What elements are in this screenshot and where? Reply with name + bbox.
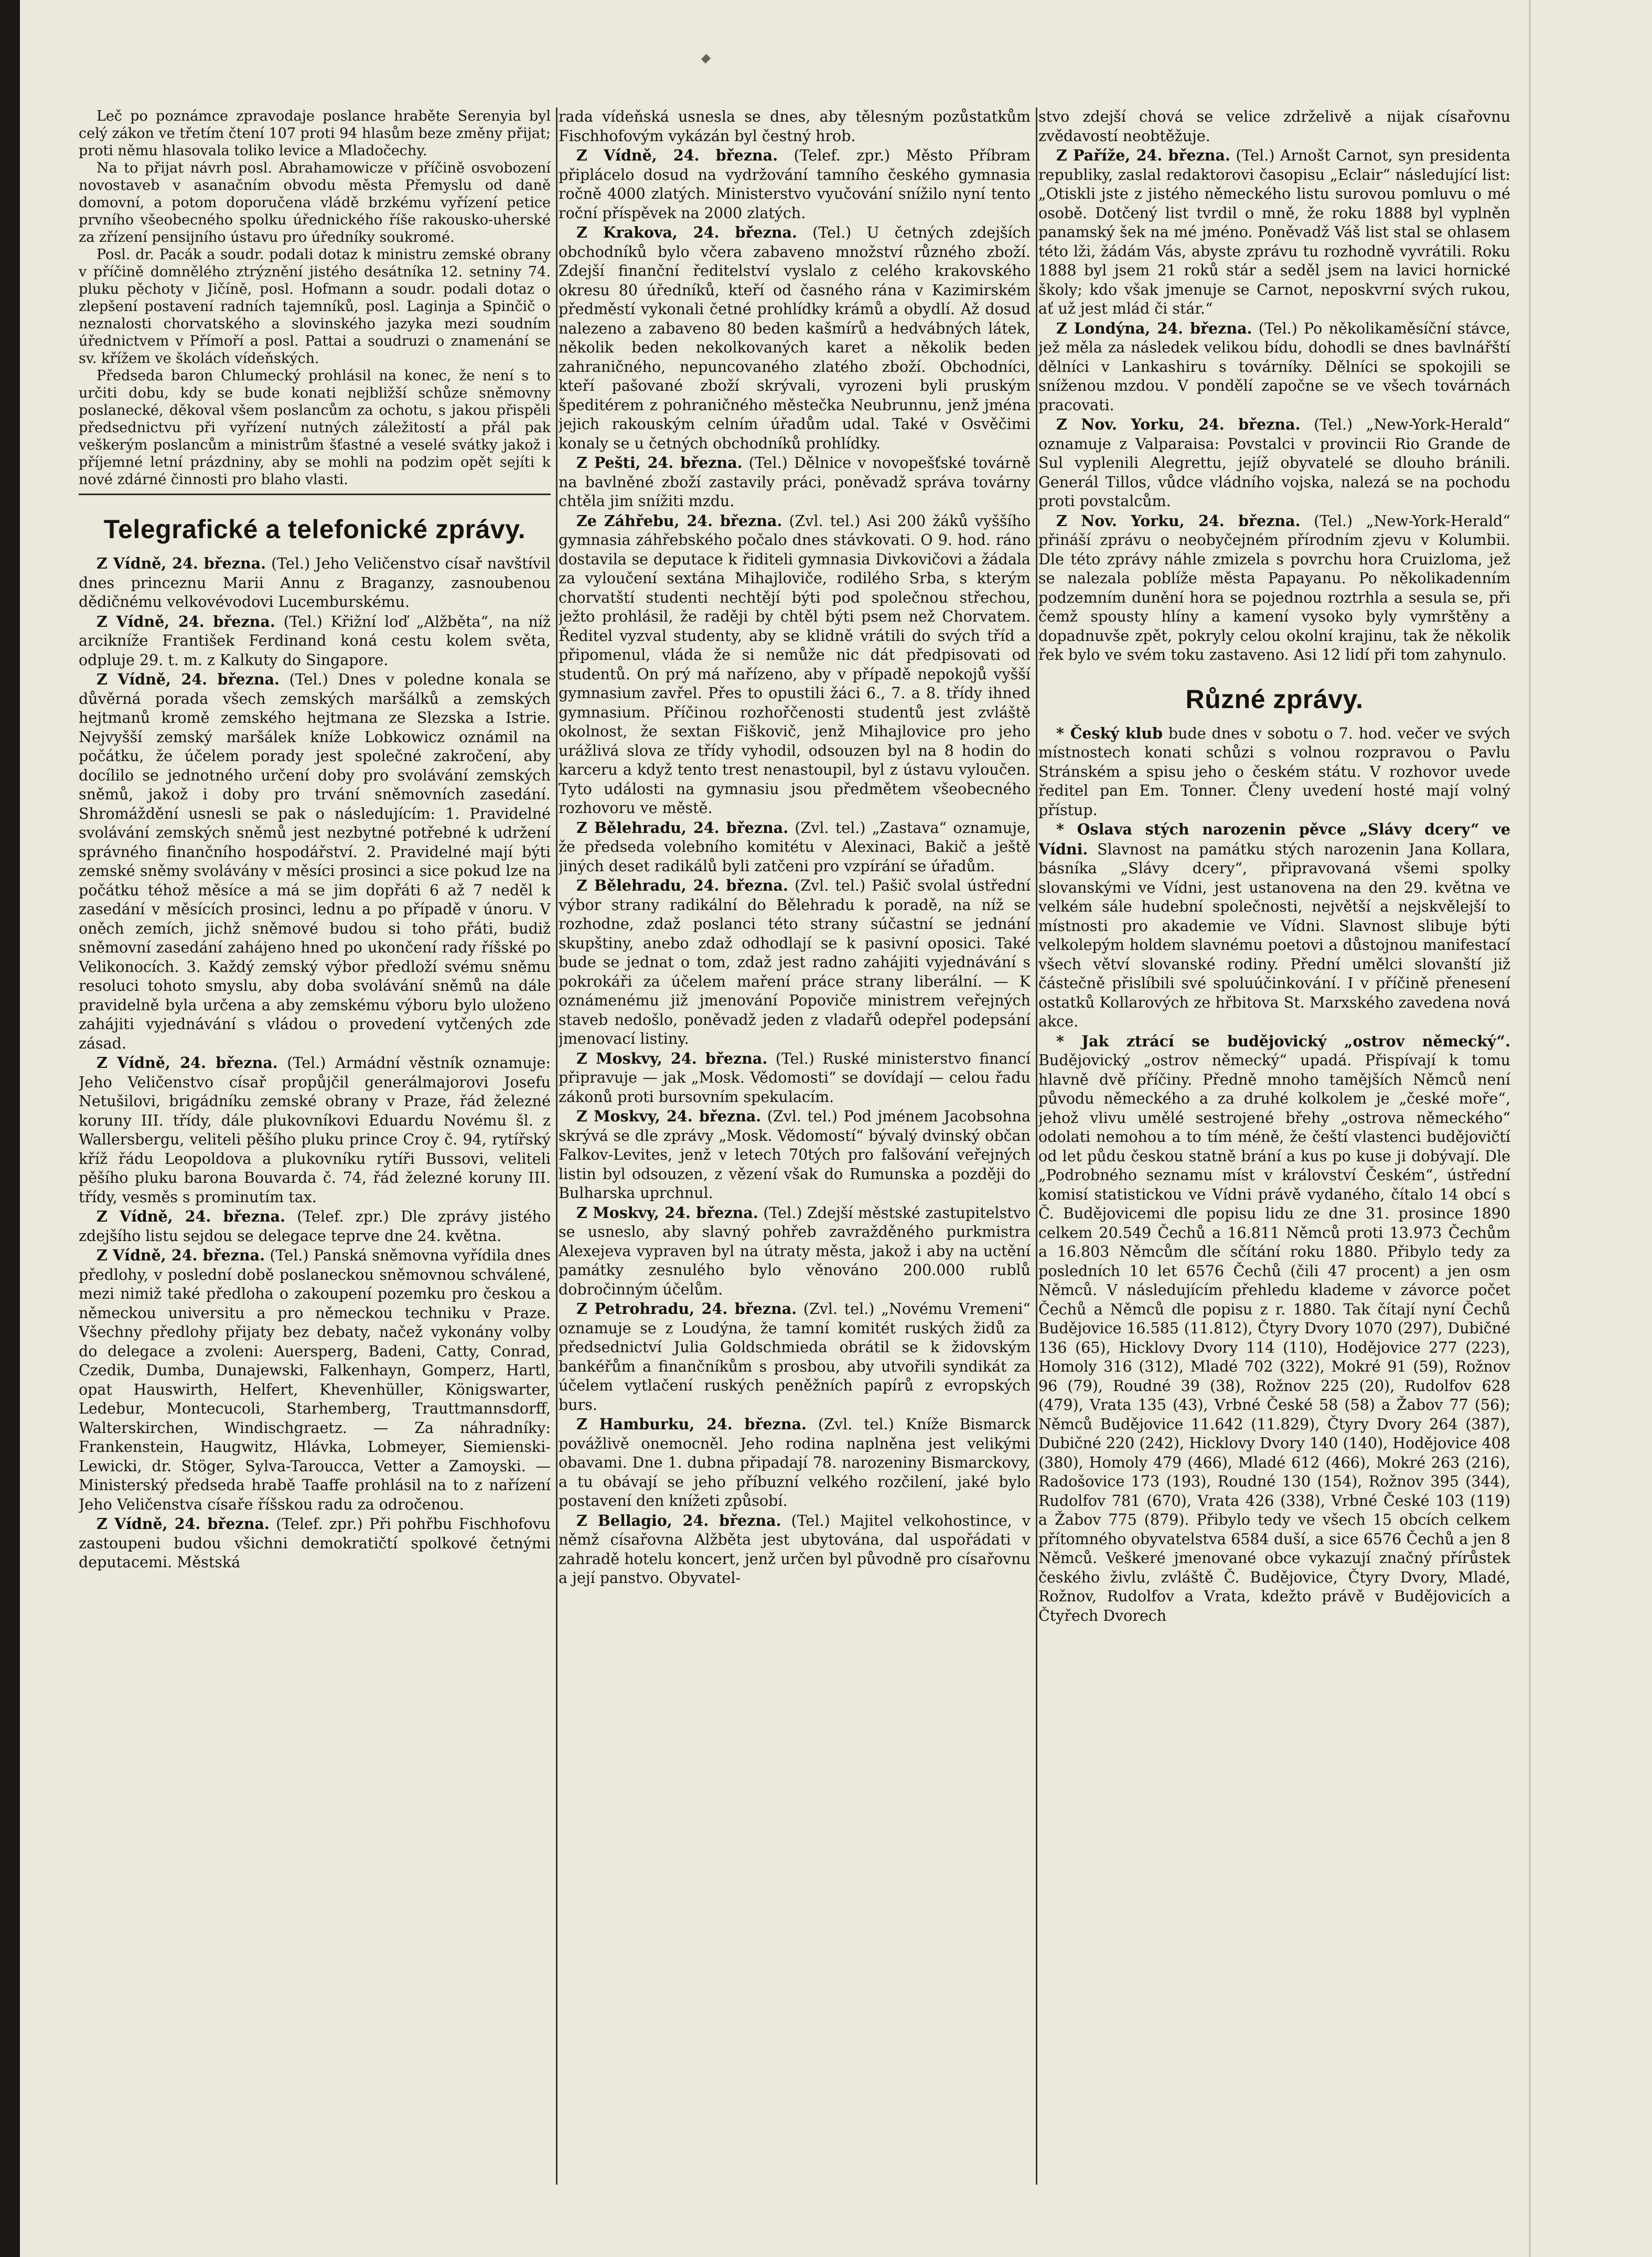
news-item <box>559 223 1031 453</box>
news-item <box>559 146 1031 223</box>
misc-item-heading: * Oslava stých narozenin pěvce „Slávy dcery“ ve Vídni. <box>1038 820 1510 858</box>
news-dateline: Z Nov. Yorku, 24. března. <box>1056 415 1301 433</box>
news-dateline: Z Vídně, 24. března. <box>96 1246 265 1264</box>
news-text: (Tel.) Panská sněmovna vyřídila dnes předlohy, v poslední době poslaneckou sněmovnou schválené, mezi nimiž také předloha o zakoupení pozemku pro českou a německou universitu a pro německou techniku v Praze. Všechny předlohy přijaty bez debaty, načež vykonány volby do delegace a zvoleni: Auersperg, Badeni, Catty, Conrad, Czedik, Dumba, Dunajewski, Falkenhayn, Gomperz, Hartl, opat Hauswirth, Helfert, Khevenhüller, Königswarter, Ledebur, Montecucoli, Starhemberg, Trauttmannsdorff, Walterskirchen, Windischgraetz. — Za náhradníky: Frankenstein, Haugwitz, Hlávka, Lobmeyer, Siemienski-Lewicki, dr. Stöger, Sylva-Taroucca, Vetter a Zamoyski. — Ministerský předseda hrabě Taaffe prohlásil na to z nařízení Jeho Veličenstva císaře říšskou radu za odročenou. <box>79 1247 551 1513</box>
section-divider <box>79 494 551 495</box>
news-item <box>79 1514 551 1573</box>
news-dateline: Z Vídně, 24. března. <box>576 146 778 164</box>
news-text: stvo zdejší chová se velice zdrželivě a nijak císařovnu zvědavostí neobtěžuje. <box>1038 108 1510 145</box>
news-dateline: Z Vídně, 24. března. <box>96 670 280 688</box>
column-3 <box>1038 108 1510 2185</box>
news-text: (Tel.) Majitel velkohostince, v němž císařovna Alžběta jest ubytována, dal uspořádati v zahradě hotelu koncert, jenž určen byl původně pro císařovnu a její panstvo. Obyvatel- <box>559 1512 1031 1587</box>
news-item <box>79 1246 551 1514</box>
news-dateline: Z Londýna, 24. března. <box>1056 319 1252 337</box>
news-item <box>1038 415 1510 511</box>
news-dateline: Z Vídně, 24. března. <box>96 554 266 572</box>
paragraph: Na to přijat návrh posl. Abrahamowicze v příčině osvobození novostaveb v asanačním obvodu města Přemyslu od daně domovní, a potom doporučena vládě brzkému vyřízení petice prvního všeobecného spolku úřednického říše rakousko-uherské za zřízení pensijního ústavu pro úředníky soukromé. <box>79 160 551 245</box>
news-item <box>79 1207 551 1246</box>
news-text: (Zvl. tel.) Kníže Bismarck povážlivě onemocněl. Jeho rodina naplněna jest velikými obavami. Dne 1. dubna připadají 78. narozeniny Bismarckovy, a tu obávají se jeho příbuzní velkého rozčilení, jaké bylo postavení den knížeti způsobí. <box>559 1416 1031 1510</box>
misc-item-text: Budějovický „ostrov německý“ upadá. Přispívají k tomu hlavně dvě příčiny. Předně mnoho tamějších Němců není původu německého a za druhé kolkolem je „české moře“, jehož vlivu umělé sestrojené břehy „ostrova německého“ odolati nemohou a to tím méně, že čeští vlastenci budějovičtí od let půdu českou statně brání a kus po kuse ji dobývají. Dle „Podrobného seznamu míst v království Českém“, ústřední komisí statistickou ve Vídni právě vydaného, čítalo 14 obcí s Č. Budějovicemi dle popisu lidu ze dne 31. prosince 1890 celkem 20.549 Čechů a 16.811 Němců proti 13.973 Čechům a 16.803 Němcům dle sčítání roku 1880. Přibylo tedy za posledních 10 let 6576 Čechů (čili 47 procent) a jen osm Němců. V následujícím přehledu klademe v závorce počet Čechů a Němců dle popisu z r. 1880. Tak čítají nyní Čechů Budějovice 16.585 (11.812), Čtyry Dvory 1070 (297), Dubičné 136 (65), Hicklovy Dvory 114 (110), Hodějovice 277 (223), Homoly 316 (312), Mladé 702 (322), Mokré 91 (59), Rožnov 96 (79), Roudné 39 (38), Rožnov 225 (20), Rudolfov 628 (479), Vrata 135 (43), Vrbné České 58 (58) a Žabov 77 (56); Němců Budějovice 11.642 (11.829), Čtyry Dvory 264 (387), Dubičné 220 (242), Hicklovy Dvory 140 (140), Hodějovice 408 (380), Homoly 479 (466), Mladé 612 (466), Mokré 263 (216), Radošovice 173 (193), Roudné 130 (154), Rožnov 395 (344), Rudolfov 781 (670), Vrata 426 (338), Vrbné České 103 (119) a Žabov 775 (879). Přibylo tedy ve všech 15 obcích celkem přítomného obyvatelstva 6584 duší, a sice 6576 Čechů a jen 8 Němců. Veškeré jmenované obce vykazují značný přírůstek českého živlu, zvláště Č. Budějovice, Čtyry Dvory, Mladé, Rožnov, Rudolfov a Vrata, kdežto právě v Budějovicích a Čtyřech Dvorech <box>1038 1052 1510 1624</box>
news-item-continued <box>1038 108 1510 146</box>
news-dateline: Z Vídně, 24. března. <box>96 1054 278 1072</box>
news-text: (Tel.) „New-York-Herald“ přináší zprávu o neobyčejném přírodním zjevu v Kolumbii. Dle této zprávy náhle zmizela s povrchu hora Cruizloma, jež se nalezala poblíže města Papayanu. Po několikadenním podzemním dunění hora se pojednou roztrhla a sesula se, při čemž spousty hlíny a kamení vysoko byly vymrštěny a dopadnuvše zpět, pokryly celou okolní krajinu, tak že několik řek bylo ve svém toku zastaveno. Asi 12 lidí při tom zahynulo. <box>1038 512 1510 664</box>
news-dateline: Z Moskvy, 24. března. <box>576 1203 758 1222</box>
news-text: (Tel.) „New-York-Herald“ oznamuje z Valparaisa: Povstalci v provincii Rio Grande de Sul vyplenili Alegrettu, jejíž obyvatelé se dlouho bránili. Generál Tillos, vůdce vládního vojska, nalezá se na pochodu proti povstalcům. <box>1038 416 1510 510</box>
news-dateline: Z Vídně, 24. března. <box>96 612 275 630</box>
news-item <box>559 1203 1031 1300</box>
news-dateline: Z Hamburku, 24. března. <box>576 1415 807 1433</box>
news-text: (Tel.) Armádní věstník oznamuje: Jeho Veličenstvo císař propůjčil generálmajorovi Josefu Netušilovi, brigádníku zemské obrany v Praze, řád železné koruny III. třídy, dále plukovníkovi Eduardu Novému šl. z Wallersbergu, veliteli pěšího pluku prince Croy č. 94, rytířský kříž řádu Leopoldova a plukovníku rytíři Bussovi, veliteli pěšího pluku barona Bouvarda č. 74, řád železné koruny III. třídy, vesměs s prominutím tax. <box>79 1054 551 1206</box>
news-list <box>1038 108 1510 665</box>
news-text: (Zvl. tel.) Pašič svolal ústřední výbor strany radikální do Bělehradu k poradě, na níž se rozhodne, zdaž poslanci této strany súčastní se jednání skupštiny, anebo zdaž odhodlají se k pasivní oposici. Také bude se jednat o tom, zdaž jest radno zahájiti vyjednávání s pokrokáři za účelem maření práce strany liberální. — K oznámenému již jmenování Popoviče ministrem veřejných staveb nedošlo, poněvadž jeden z vladařů odepřel podepsání jmenovací listiny. <box>559 877 1031 1047</box>
news-item <box>79 612 551 670</box>
misc-item <box>1038 724 1510 820</box>
misc-item <box>1038 820 1510 1032</box>
news-item <box>559 511 1031 818</box>
section-title-misc: Různé zprávy. <box>1185 684 1364 714</box>
news-item <box>1038 511 1510 665</box>
news-text: (Tel.) U četných zdejších obchodníků bylo včera zabaveno množství různého zboží. Zdejší finanční ředitelství vyslalo z celého krakovského okresu 80 úředníků, kteří od časného rána v Kazimirském předměstí vykonali četné prohlídky krámů a obydlí. Až dosud nalezeno a zabaveno 80 beden kašmírů a hedvábných látek, několik beden nekolkovaných karet a několik beden zahraničného, nepuncovaného zlatého zboží. Obchodníci, kteří pašované zboží skrývali, vyrozeni byli pruským špeditérem z pohraničného městečka Neubrunnu, jenž jména jejich rakouským celním úřadům udal. Také v Osvěčimi konaly se u četných obchodníků prohlídky. <box>559 224 1031 452</box>
news-dateline: Z Krakova, 24. března. <box>576 223 797 241</box>
section-title-telegraphic: Telegrafické a telefonické zprávy. <box>103 515 526 544</box>
news-text: (Zvl. tel.) Asi 200 žáků vyššího gymnasia záhřebského počalo dnes stávkovati. O 9. hod. ráno dostavila se deputace k řiditeli gymnasia Divkovičovi a žádala za vyloučení sextána Mihajloviče, rodilého Srba, s kterým chorvatští studenti nechtějí býti pod společnou střechou, ježto prohlásil, že raději by chtěl býti psem než Chorvatem. Ředitel vyzval studenty, aby se klidně vrátili do svých tříd a připomenul, vláda že si nemůže nic dát předpisovati od studentů. On prý má nařízeno, aby v případě nepokojů vyšší gymnasium zavřel. Přes to opustili žáci 6., 7. a 8. třídy ihned gymnasium. Příčinou rozhořčenosti studentů jest zvláště okolnost, že sextan Fiškovič, jenž Mihajlovice pro jeho urážlivá slova ze třídy vyhodil, odsouzen byl na 8 hodin do karceru a když tento trest nenastoupil, byl z ústavu vyloučen. Tyto události na gymnasiu jsou předmětem všeobecného rozhovoru ve městě. <box>559 512 1031 817</box>
news-list <box>79 554 551 1573</box>
news-text: (Tel.) Dnes v poledne konala se důvěrná porada všech zemských maršálků a zemských hejtmanů kromě zemského hejtmana ze Slezska a Istrie. Nejvyšší zemský maršálek kníže Lobkowicz oznámil na počátku, že účelem porady jest společné zakročení, aby docílilo se jednotného určení doby pro svolávání zemských sněmů, jakož i doby pro trvání sněmovních zasedání. Shromáždění usnesli se pak o následujícím: 1. Pravidelné svolávání zemských sněmů jest nezbytné potřebné k udržení správného finančního hospodářství. 2. Pravidelné mají býti zemské sněmy svolávány v měsíci prosinci a sice pokud lze na počátku téhož měsíce a má se jim dopřáti 6 až 7 neděl k zasedání v měsících prosinci, lednu a po případě v únoru. V oněch zemích, jichž sněmové budou si toho přáti, budiž sněmovní zasedání zahájeno hned po ukončení rady říšské po Velikonocích. 3. Každý zemský výbor předloží svému sněmu resoluci tohoto smyslu, aby doba svolávání sněmů na dále pravidelně byla určena a aby zemskému výboru bylo uloženo zahájiti vyjednávání s vládou o provedení vytčených zde zásad. <box>79 671 551 1052</box>
misc-item-heading: * Jak ztrácí se budějovický „ostrov německý“. <box>1056 1032 1510 1050</box>
news-text: (Tel.) Ruské ministerstvo financí připravuje — jak „Mosk. Vědomosti“ se dovídají — celou řadu zákonů proti bursovním spekulacím. <box>559 1050 1031 1106</box>
misc-item <box>1038 1032 1510 1626</box>
news-item <box>559 453 1031 511</box>
misc-news-list <box>1038 724 1510 1626</box>
news-dateline: Z Paříže, 24. března. <box>1056 146 1230 164</box>
news-text: (Tel.) Arnošt Carnot, syn presidenta republiky, zaslal redaktorovi časopisu „Eclair“ následující list: „Otiskli jste z jistého německého listu surovou pomluvu o mé osobě. Dotčený list tvrdil o mně, že roku 1888 byl vyplněn panamský šek na mé jméno. Poněvadž Váš list stal se ohlasem této lži, žádám Vás, abyste zprávu tu rozhodně vyvrátili. Roku 1888 byl jsem 21 roků stár a seděl jsem na lavici hornické školy; kdo však jmenuje se Carnot, neposkvrní svých rukou, ať už jest mlád či stár.“ <box>1038 147 1510 317</box>
news-text: (Telef. zpr.) Při pohřbu Fischhofovu zastoupeni budou všichni demokratičtí spolkové četnými deputacemi. Městská <box>79 1515 551 1571</box>
news-text: (Zvl. tel.) „Zastava“ oznamuje, že předseda volebního komitétu v Alexinaci, Bakič a ještě jiných deset radikálů byli zatčeni pro vzpírání se úřadům. <box>559 819 1031 875</box>
news-item <box>559 876 1031 1049</box>
paragraph: Leč po poznámce zpravodaje poslance hraběte Serenyia byl celý zákon ve třetím čtení 107 proti 94 hlasům beze změny přijat; proti němu hlasovala toliko levice a Mladočechy. <box>79 108 551 159</box>
news-item <box>1038 319 1510 415</box>
printer-mark <box>701 54 711 63</box>
news-text: (Tel.) Jeho Veličenstvo císař navštívil dnes princeznu Marii Annu z Braganzy, zasnoubenou dědičnému velkovévodovi Lucemburskému. <box>79 555 551 611</box>
news-dateline: Z Vídně, 24. března. <box>96 1207 285 1225</box>
scan-left-border <box>0 0 20 2257</box>
column-2 <box>559 108 1031 2185</box>
news-item <box>559 1511 1031 1588</box>
news-item <box>79 554 551 612</box>
paragraph: Předseda baron Chlumecký prohlásil na konec, že není s to určiti dobu, kdy se bude konati nejbližší schůze sněmovny poslanecké, děkoval všem poslancům za ochotu, s jakou přispěli předsednictvu při vyřízení nutných záležitostí a přál pak veškerým poslancům a ministrům šťastné a veselé svátky jakož i příjemné letní prázdniny, aby se mohli na podzim opět sejíti k nové zdárné činnosti pro blaho vlasti. <box>79 368 551 488</box>
news-text: (Zvl. tel.) „Novému Vremeni“ oznamuje se z Loudýna, že tamní komitét ruských židů za předsednictví Julia Goldschmieda obrátil se k židovským bankéřům a finančníkům s prosbou, aby utvořili syndikát za účelem vytlačení ruských peněžních papírů z evropských burs. <box>559 1300 1031 1414</box>
news-item-continued <box>559 108 1031 146</box>
misc-item-text: Slavnost na památku stých narozenin Jana Kollara, básníka „Slávy dcery“, připravovaná všemi spolky slovanskými ve Vídni, jest ustanovena na den 29. května ve velkém sále hudební společnosti, největší a nejskvělejší to místnosti pro akademie ve Vídni. Slavnost slibuje býti velkolepým holdem slavnému poetovi a důstojnou manifestací všech větví slovanské rodiny. Přední umělci slovanští již částečně přislíbili své spoluúčinkování. I v příčině přenesení ostatků Kollarových ze hřbitova St. Marxského zavedena nová akce. <box>1038 840 1510 1030</box>
news-list <box>559 108 1031 1588</box>
misc-item-text: bude dnes v sobotu o 7. hod. večer ve svých místnostech konati schůzi s volnou rozpravou o Pavlu Stránském a spisu jeho o českém státu. V rozhovor uvede ředitel pan Em. Tonner. Členy uvedení hosté mají volný přístup. <box>1038 724 1510 819</box>
news-dateline: Z Petrohradu, 24. března. <box>576 1300 797 1318</box>
news-item <box>559 818 1031 876</box>
news-dateline: Z Bellagio, 24. března. <box>576 1511 781 1529</box>
news-text: rada vídeňská usnesla se dnes, aby tělesným pozůstatkům Fischhofovým vykázán byl čestný hrob. <box>559 108 1031 145</box>
column-1 <box>79 108 551 2185</box>
news-dateline: Z Bělehradu, 24. března. <box>576 818 789 837</box>
news-dateline: Z Nov. Yorku, 24. března. <box>1056 511 1301 530</box>
news-text: (Zvl. tel.) Pod jménem Jacobsohna skrývá se dle zprávy „Mosk. Vědomostí“ bývalý dvinský občan Falkov-Levites, jenž v letech 70tých pro falšování veřejných listin byl odsouzen, z vězení však do Rumunska a později do Bulharska uprchnul. <box>559 1108 1031 1202</box>
news-item <box>559 1299 1031 1415</box>
news-item <box>559 1415 1031 1511</box>
news-text: (Tel.) Po několikaměsíční stávce, jež měla za následek velikou bídu, dohodli se dnes bavlnářští dělníci v Lankashiru s továrníky. Dělníci se spokojili se sníženou mzdou. V pondělí započne se ve všech továrnách pracovati. <box>1038 319 1510 414</box>
news-dateline: Z Pešti, 24. března. <box>576 454 743 472</box>
news-dateline: Ze Záhřebu, 24. března. <box>576 511 782 530</box>
misc-item-heading: * Český klub <box>1056 724 1163 742</box>
news-text: (Tel.) Dělnice v novopešťské továrně na bavlněné zboží zastavily práci, poněvadž správa továrny chtěla jim snížiti mzdu. <box>559 454 1031 510</box>
news-dateline: Z Moskvy, 24. března. <box>576 1049 768 1067</box>
news-dateline: Z Bělehradu, 24. března. <box>576 876 788 894</box>
news-text: (Tel.) Zdejší městské zastupitelstvo se usneslo, aby slavný pohřeb zavražděného purkmistra Alexejeva vypraven byl na útraty města, jakož i aby na uctění památky zesnulého bylo věnováno 200.000 rublů dobročinným účelům. <box>559 1204 1031 1298</box>
news-text: (Tel.) Křižní loď „Alžběta“, na níž arcikníže František Ferdinand koná cestu kolem světa, odpluje 29. t. m. z Kalkuty do Singapore. <box>79 613 551 669</box>
news-dateline: Z Vídně, 24. března. <box>96 1515 270 1533</box>
newspaper-page <box>79 108 1510 2185</box>
news-dateline: Z Moskvy, 24. března. <box>576 1107 761 1125</box>
news-item <box>79 1053 551 1207</box>
news-item <box>559 1107 1031 1203</box>
news-item <box>79 670 551 1053</box>
news-text: (Telef. zpr.) Dle zprávy jistého zdejšího listu sejdou se delegace teprve dne 24. května. <box>79 1208 551 1245</box>
page-fold-line <box>1529 0 1531 2257</box>
news-text: (Telef. zpr.) Město Příbram připlácelo dosud na vydržování tamního českého gymnasia ročně 4000 zlatých. Ministerstvo vyučování snížilo nyní tento roční příspěvek na 2000 zlatých. <box>559 147 1031 222</box>
news-item <box>1038 146 1510 319</box>
paragraph: Posl. dr. Pacák a soudr. podali dotaz k ministru zemské obrany v příčině domnělého ztrýznění jistého desátníka 12. setniny 74. pluku pěchoty v Jičíně, posl. Hofmann a soudr. podali dotaz o zlepšení postavení radních tajemníků, posl. Laginja a Spinčič o neznalosti chorvatského a slovinského jazyka mezi soudním úřednictvem v Přímoří a posl. Pattai a soudruzi o znamenání se sv. křížem ve školách vídeňských. <box>79 247 551 367</box>
news-item <box>559 1049 1031 1107</box>
parliament-report <box>79 108 551 488</box>
